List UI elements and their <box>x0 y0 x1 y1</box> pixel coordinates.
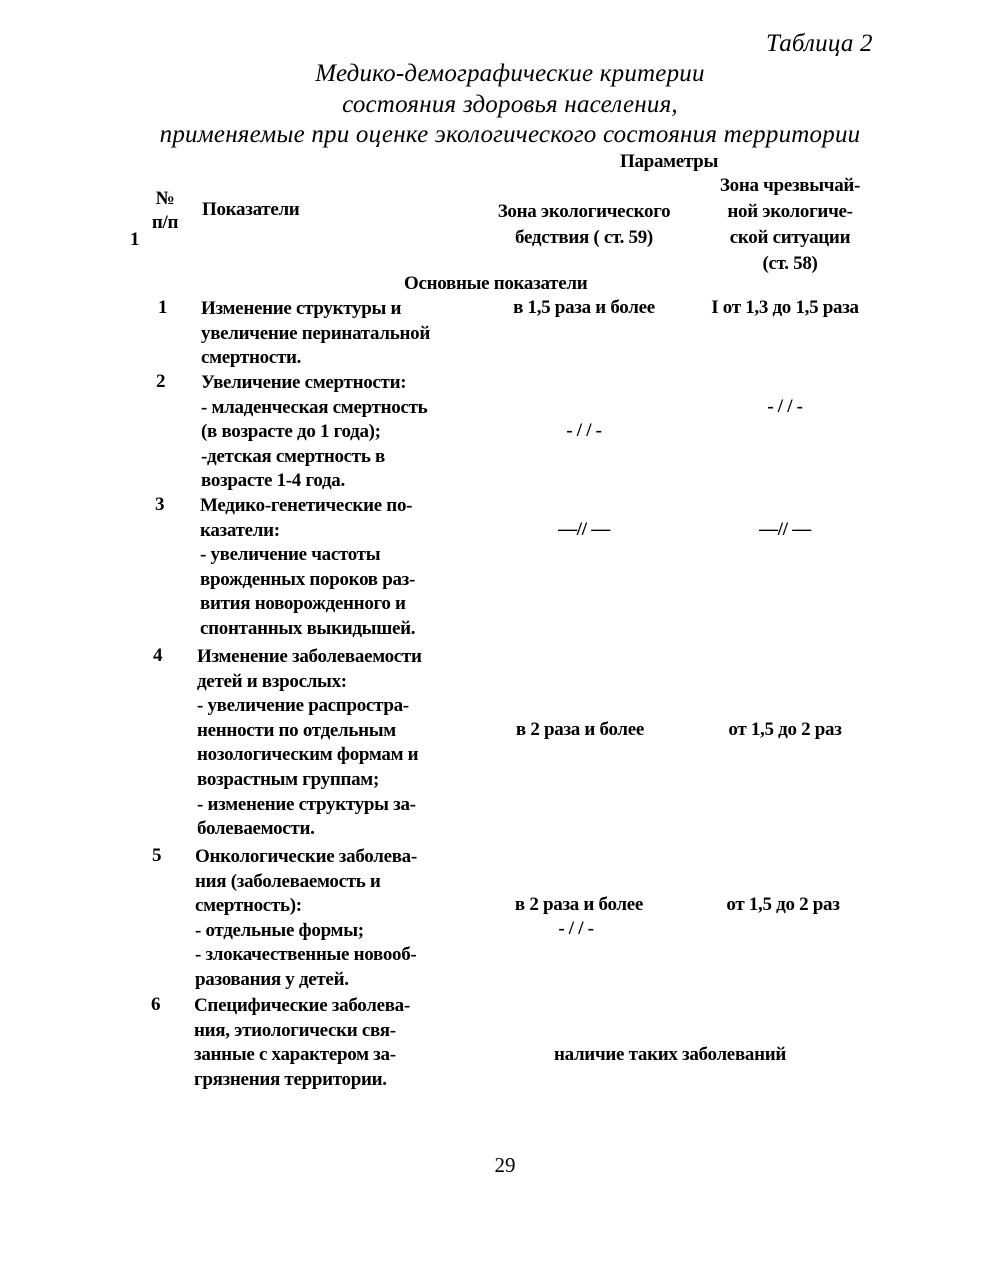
emergency-zone-header-line: ной экологиче- <box>727 201 853 222</box>
indicator-line: - увеличение распростра- <box>197 695 409 717</box>
indicator-line: возрасте 1-4 года. <box>201 470 345 492</box>
indicator-line: казатели: <box>200 519 280 541</box>
disaster-zone-header-line: Зона экологического <box>497 201 671 222</box>
indicator-line: детей и взрослых: <box>197 670 347 692</box>
indicator-line: ненности по отдельным <box>197 719 396 741</box>
indicator-line: - отдельные формы; <box>195 919 364 941</box>
indicator-line: Изменение структуры и <box>201 298 402 319</box>
indicator-line: нозологическим формам и <box>197 744 419 766</box>
indicator-line: - увеличение частоты <box>200 544 381 566</box>
indicator-line: Увеличение смертности: <box>201 372 407 393</box>
indicator-line: ния (заболеваемость и <box>195 870 381 892</box>
row-number: 6 <box>151 994 161 1015</box>
parameters-header: Параметры <box>620 151 718 172</box>
num-header-stray-digit: 1 <box>130 229 140 250</box>
emergency-zone-header-line: ской ситуации <box>729 227 851 248</box>
num-header-abbrev: п/п <box>151 212 179 233</box>
num-column-header <box>145 187 185 235</box>
disaster-zone-value: - / / - <box>566 420 602 441</box>
indicator-line: - младенческая смертность <box>201 396 428 418</box>
indicator-line: увеличение перинатальной <box>201 322 431 344</box>
indicator-line: врожденных пороков раз- <box>200 568 416 590</box>
indicator-line: ния, этиологически свя- <box>194 1019 396 1041</box>
indicator-line: смертность): <box>195 895 302 917</box>
indicator-line: (в возрасте до 1 года); <box>201 421 381 443</box>
title-line-3: применяемые при оценке экологического состояния территории <box>159 121 861 148</box>
indicator-line: смертности. <box>201 347 302 369</box>
indicator-line: -детская смертность в <box>201 445 385 467</box>
indicator-line: грязнения территории. <box>194 1068 387 1090</box>
indicator-line: Изменение заболеваемости <box>197 646 422 667</box>
indicator-line: разования у детей. <box>195 968 349 990</box>
emergency-zone-value: —// — <box>759 519 811 540</box>
indicator-line: Онкологические заболева- <box>195 846 417 867</box>
disaster-zone-value: в 1,5 раза и более <box>513 297 655 318</box>
row-number: 3 <box>155 494 165 515</box>
indicator-line: Медико-генетические по- <box>200 495 413 516</box>
row-indicator-text <box>197 645 422 842</box>
indicator-line: болеваемости. <box>197 818 315 840</box>
num-header-symbol: № <box>155 188 175 209</box>
emergency-zone-value: I от 1,3 до 1,5 раза <box>711 297 859 318</box>
row-indicator-text <box>201 371 427 494</box>
disaster-zone-value: —// — <box>558 519 610 540</box>
row-number: 1 <box>158 297 168 318</box>
indicator-line: вития новорожденного и <box>200 593 406 615</box>
indicator-line: - изменение структуры за- <box>197 793 416 815</box>
row-number: 2 <box>156 371 166 392</box>
indicator-line: занные с характером за- <box>194 1044 396 1066</box>
title-line-2: состояния здоровья населения, <box>342 91 678 118</box>
indicator-line: Специфические заболева- <box>194 995 410 1016</box>
section-title: Основные показатели <box>404 273 588 294</box>
page-number: 29 <box>494 1153 516 1177</box>
row-number: 4 <box>153 645 163 666</box>
row-indicator-text <box>195 845 417 993</box>
indicators-header: Показатели <box>202 199 300 220</box>
merged-parameter-value: наличие таких заболеваний <box>553 1044 787 1065</box>
indicator-line: - злокачественные новооб- <box>195 944 417 966</box>
row-indicator-text <box>200 494 415 642</box>
emergency-zone-header-line: (ст. 58) <box>762 253 818 274</box>
disaster-zone-value: - / / - <box>558 918 594 939</box>
table-label: Таблица 2 <box>766 30 873 57</box>
title-line-1: Медико-демографические критерии <box>315 60 705 87</box>
indicator-line: спонтанных выкидышей. <box>200 617 416 639</box>
row-indicator-text <box>194 994 410 1092</box>
emergency-zone-header <box>698 173 882 277</box>
emergency-zone-value: от 1,5 до 2 раз <box>726 894 840 915</box>
disaster-zone-value: в 2 раза и более <box>515 719 645 740</box>
disaster-zone-header-line: бедствия ( ст. 59) <box>515 227 653 248</box>
disaster-zone-header <box>470 199 698 251</box>
row-number: 5 <box>152 845 162 866</box>
row-indicator-text <box>201 297 430 371</box>
indicator-line: возрастным группам; <box>197 768 379 790</box>
emergency-zone-header-line: Зона чрезвычай- <box>719 175 861 196</box>
emergency-zone-value: - / / - <box>767 396 803 417</box>
disaster-zone-value: в 2 раза и более <box>514 894 644 915</box>
emergency-zone-value: от 1,5 до 2 раз <box>728 719 842 740</box>
